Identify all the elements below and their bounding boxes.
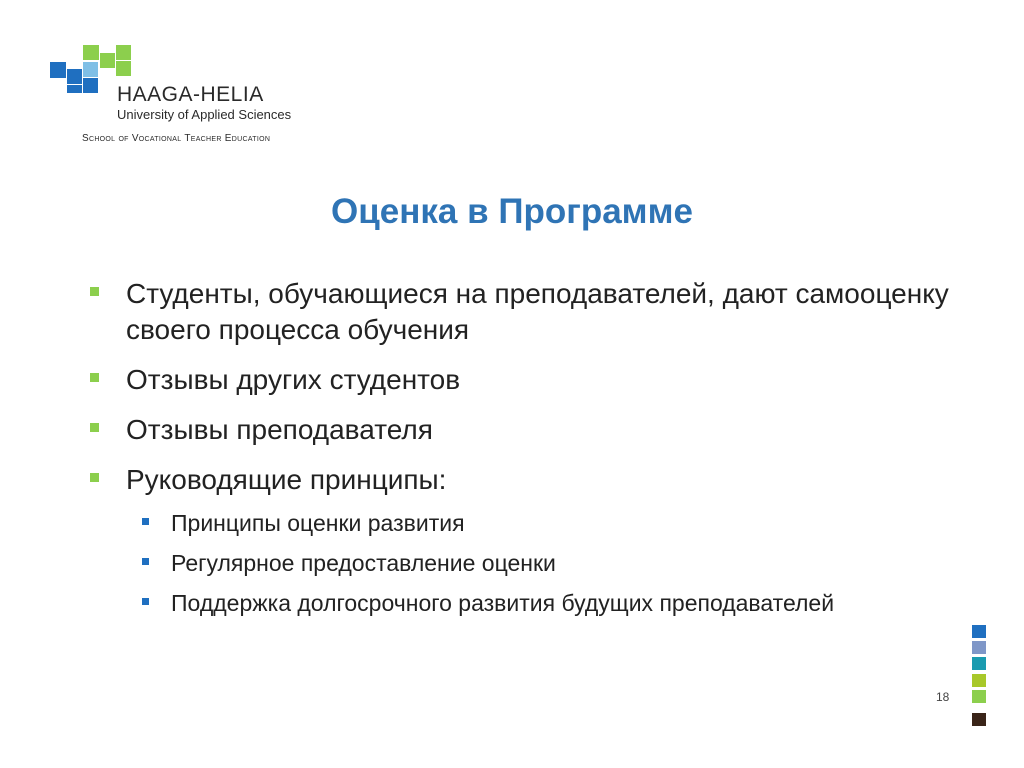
- sub-list-item: [126, 588, 968, 619]
- bullet-text: Руководящие принципы:: [126, 464, 447, 495]
- bullet-square-icon: [90, 373, 99, 382]
- logo-school: School of Vocational Teacher Education: [82, 133, 271, 144]
- deco-square-icon: [972, 674, 986, 687]
- list-item: [88, 412, 968, 448]
- deco-square-icon: [972, 657, 986, 670]
- sub-list-item: [126, 508, 968, 539]
- sub-bullet-list: [126, 508, 968, 619]
- list-item: [88, 276, 968, 348]
- page-number: 18: [936, 690, 950, 704]
- sub-bullet-square-icon: [142, 598, 149, 605]
- bullet-square-icon: [90, 473, 99, 482]
- logo-subtitle: University of Applied Sciences: [117, 107, 292, 122]
- bullet-square-icon: [90, 423, 99, 432]
- deco-square-icon: [972, 690, 986, 703]
- deco-square-icon: [972, 625, 986, 638]
- bullet-text: Отзывы преподавателя: [126, 414, 433, 445]
- sub-bullet-text: Поддержка долгосрочного развития будущих преподавателей: [171, 590, 835, 616]
- sub-bullet-square-icon: [142, 518, 149, 525]
- bullet-square-icon: [90, 287, 99, 296]
- sub-bullet-text: Регулярное предоставление оценки: [171, 550, 556, 576]
- bullet-text: Отзывы других студентов: [126, 364, 461, 395]
- deco-square-icon: [972, 713, 986, 726]
- bullet-text: Студенты, обучающиеся на преподавателей, дают самооценку своего процесса обучения: [126, 278, 949, 345]
- sub-bullet-square-icon: [142, 558, 149, 565]
- deco-square-icon: [972, 641, 986, 654]
- logo-name: HAAGA-HELIA: [117, 83, 264, 106]
- list-item: [88, 362, 968, 398]
- sub-list-item: [126, 548, 968, 579]
- sub-bullet-text: Принципы оценки развития: [171, 510, 465, 536]
- slide-title: Оценка в Программе: [331, 192, 693, 231]
- bullet-list: [88, 276, 968, 633]
- list-item: [88, 462, 968, 619]
